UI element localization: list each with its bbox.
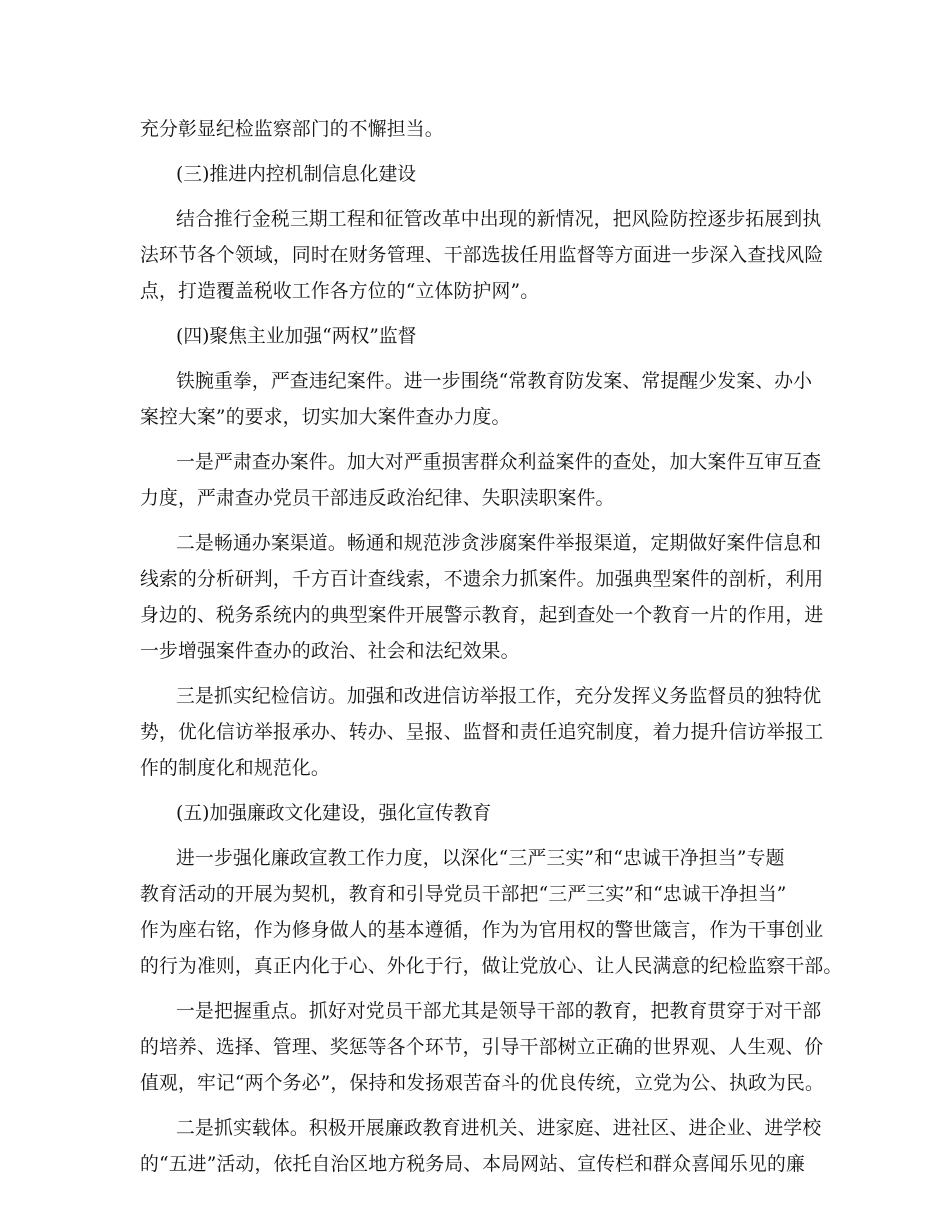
paragraph xyxy=(140,526,824,670)
document-body xyxy=(140,112,843,1192)
text-line: 值观，牢记“两个务必”，保持和发扬艰苦奋斗的优良传统，立党为公、执政为民。 xyxy=(140,1073,824,1094)
text-line: 二是畅通办案渠道。畅通和规范涉贪涉腐案件举报渠道，定期做好案件信息和 xyxy=(176,533,822,554)
text-line: 结合推行金税三期工程和征管改革中出现的新情况，把风险防控逐步拓展到执 xyxy=(176,209,822,230)
paragraph xyxy=(140,445,822,517)
section-heading: (三)推进内控机制信息化建设 xyxy=(176,164,417,185)
text-line: 法环节各个领域，同时在财务管理、干部选拔任用监督等方面进一步深入查找风险 xyxy=(140,245,824,266)
text-line: 的行为准则，真正内化于心、外化于行，做让党放心、让人民满意的纪检监察干部。 xyxy=(140,956,843,977)
paragraph xyxy=(140,112,816,148)
text-line: 一是把握重点。抓好对党员干部尤其是领导干部的教育，把教育贯穿于对干部 xyxy=(176,1001,822,1022)
text-line: 铁腕重拳，严查违纪案件。进一步围绕“常教育防发案、常提醒少发案、办小 xyxy=(176,371,813,392)
paragraph xyxy=(140,679,824,787)
paragraph xyxy=(140,1111,822,1183)
text-line: 进一步强化廉政宣教工作力度，以深化“三严三实”和“忠诚干净担当”专题 xyxy=(176,848,785,869)
section-heading: (四)聚焦主业加强“两权”监督 xyxy=(176,326,417,347)
section-heading: (五)加强廉政文化建设，强化宣传教育 xyxy=(176,803,492,824)
text-line: 二是抓实载体。积极开展廉政教育进机关、进家庭、进社区、进企业、进学校 xyxy=(176,1118,822,1139)
paragraph xyxy=(140,994,824,1102)
text-line: 一步增强案件查办的政治、社会和法纪效果。 xyxy=(140,641,520,662)
text-line: 线索的分析研判，千方百计查线索，不遗余力抓案件。加强典型案件的剖析，利用 xyxy=(140,569,824,590)
text-line: 案控大案”的要求，切实加大案件查办力度。 xyxy=(140,407,511,428)
paragraph xyxy=(140,364,816,436)
text-line: 身边的、税务系统内的典型案件开展警示教育，起到查处一个教育一片的作用，进 xyxy=(140,605,824,626)
text-line: 教育活动的开展为契机，教育和引导党员干部把“三严三实”和“忠诚干净担当” xyxy=(140,884,787,905)
text-line: 作的制度化和规范化。 xyxy=(140,758,330,779)
text-line: 点，打造覆盖税收工作各方位的“立体防护网”。 xyxy=(140,281,540,302)
text-line: 的培养、选择、管理、奖惩等各个环节，引导干部树立正确的世界观、人生观、价 xyxy=(140,1037,824,1058)
text-line: 的“五进”活动，依托自治区地方税务局、本局网站、宣传栏和群众喜闻乐见的廉 xyxy=(140,1154,805,1175)
text-line: 作为座右铭，作为修身做人的基本遵循，作为为官用权的警世箴言，作为干事创业 xyxy=(140,920,824,941)
text-line: 三是抓实纪检信访。加强和改进信访举报工作，充分发挥义务监督员的独特优 xyxy=(176,686,822,707)
paragraph xyxy=(140,841,843,985)
text-line: 势，优化信访举报承办、转办、呈报、监督和责任追究制度，着力提升信访举报工 xyxy=(140,722,824,743)
text-line: 一是严肃查办案件。加大对严重损害群众利益案件的查处，加大案件互审互查 xyxy=(176,452,822,473)
text-line: 充分彰显纪检监察部门的不懈担当。 xyxy=(140,119,444,140)
paragraph xyxy=(140,202,824,310)
text-line: 力度，严肃查办党员干部违反政治纪律、失职渎职案件。 xyxy=(140,488,615,509)
